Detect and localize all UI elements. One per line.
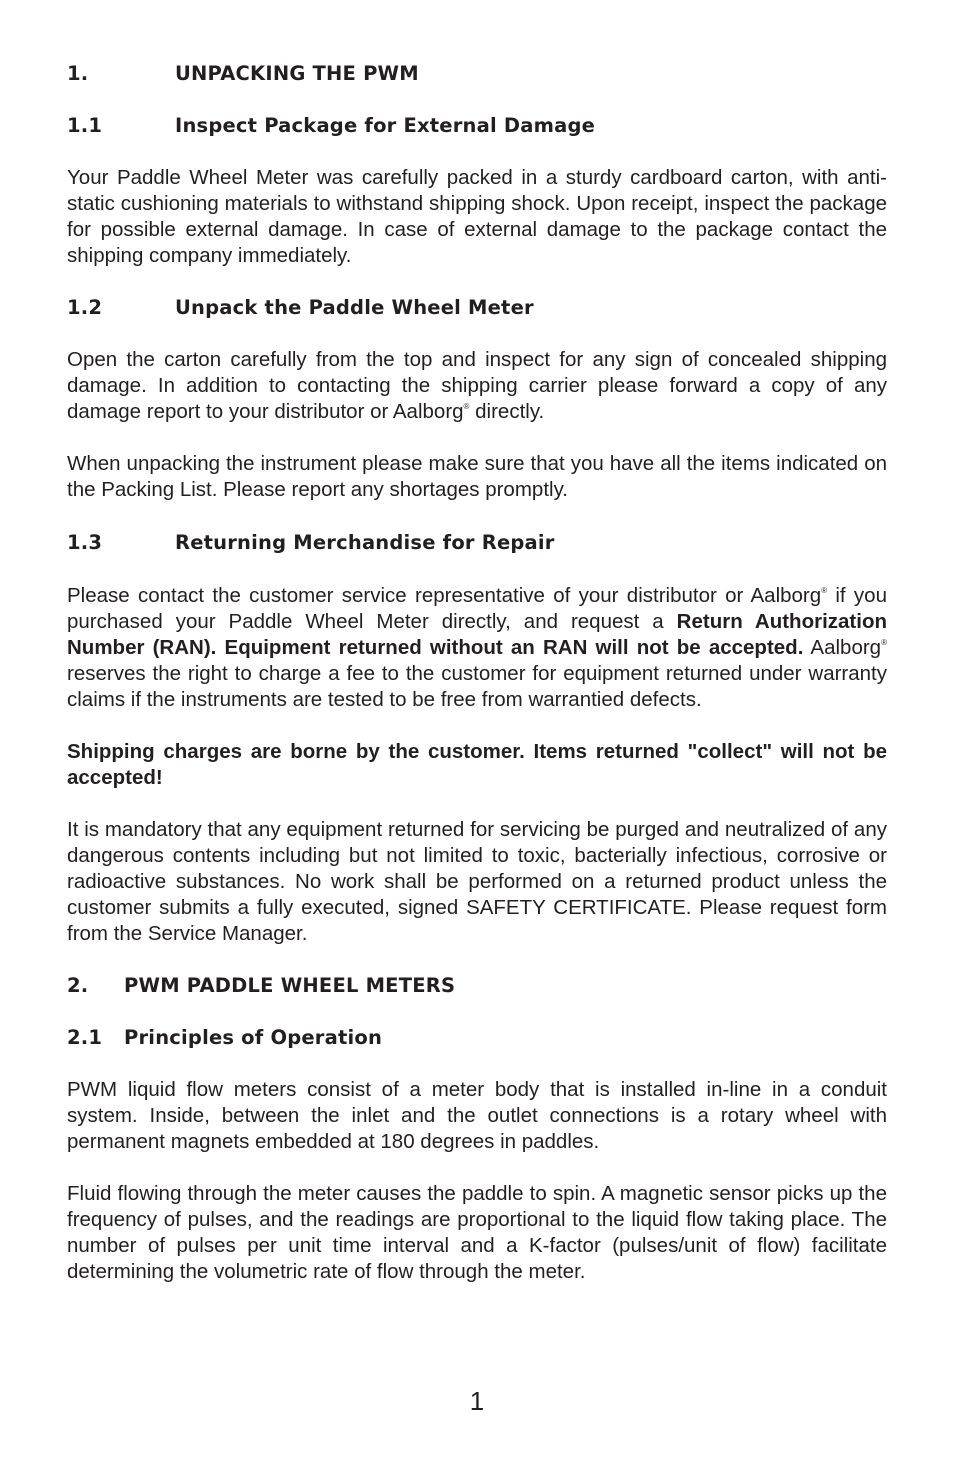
section-1-1-heading [67,112,887,139]
page-number: 1 [469,1386,485,1416]
section-title: PWM PADDLE WHEEL METERS [124,974,456,997]
registered-mark: ® [821,586,828,595]
text-run: Please contact the customer service representative of your distributor or Aalborg [67,584,822,607]
text-run: Aalborg [803,636,882,659]
text-run: if you purchased your Paddle Wheel Meter directly, and request a [67,584,887,633]
section-2-heading [67,972,887,999]
section-title: Inspect Package for External Damage [175,114,596,137]
registered-mark: ® [463,402,470,411]
text-run: directly. [469,400,545,423]
text-run: Open the carton carefully from the top and inspect for any sign of concealed shipping damage. In addition to contacting the shipping carrier please forward a copy of any damage report to your distributor or Aalborg [67,348,887,423]
registered-mark: ® [881,638,887,647]
section-number: 1. [67,62,89,85]
section-1-3-heading [67,529,887,556]
manual-page [67,58,887,1285]
paragraph-shipping-charges [67,739,887,791]
section-1-heading [67,60,887,87]
section-2-1-heading [67,1024,887,1051]
paragraph-safety-certificate: It is mandatory that any equipment returned for servicing be purged and neutralized of any dangerous contents including but not limited to toxic, bacterially infectious, corrosive or radioactive substances. No work shall be performed on a returned product unless the customer submits a fully executed, signed SAFETY CERTIFICATE. Please request form from the Service Manager. [67,818,887,945]
paragraph-inspect-package: Your Paddle Wheel Meter was carefully packed in a sturdy cardboard carton, with anti-static cushioning materials to withstand shipping shock. Upon receipt, inspect the package for possible external damage. In case of external damage to the package contact the shipping company immediately. [67,166,887,267]
section-title: UNPACKING THE PWM [175,62,419,85]
section-number: 2. [67,974,89,997]
section-title: Unpack the Paddle Wheel Meter [175,296,534,319]
section-title: Returning Merchandise for Repair [175,531,555,554]
paragraph-fluid-flow: Fluid flowing through the meter causes the paddle to spin. A magnetic sensor picks up the frequency of pulses, and the readings are proportional to the liquid flow taking place. The number of pulses per unit time interval and a K-factor (pulses/unit of flow) facilitate determining the volumetric rate of flow through the meter. [67,1182,887,1283]
paragraph-unpack-carton [67,347,887,425]
paragraph-principles: PWM liquid flow meters consist of a meter body that is installed in-line in a conduit system. Inside, between the inlet and the outlet connections is a rotary wheel with permanent magnets embedded at 180 degrees in paddles. [67,1078,887,1153]
paragraph-packing-list: When unpacking the instrument please make sure that you have all the items indicated on the Packing List. Please report any shortages promptly. [67,452,887,501]
bold-text-run: Return Authorization Number (RAN). Equipment returned without an RAN will not be accepted. [67,610,887,659]
bold-text-run: Shipping charges are borne by the customer. Items returned "collect" will not be accepted! [67,740,887,789]
section-title: Principles of Operation [124,1026,383,1049]
section-1-2-heading [67,294,887,321]
text-run: reserves the right to charge a fee to the customer for equipment returned under warranty claims if the instruments are tested to be free from warrantied defects. [67,662,887,711]
section-number: 2.1 [67,1026,103,1049]
section-number: 1.3 [67,531,103,554]
section-number: 1.2 [67,296,103,319]
section-number: 1.1 [67,114,103,137]
paragraph-return-authorization [67,583,887,713]
